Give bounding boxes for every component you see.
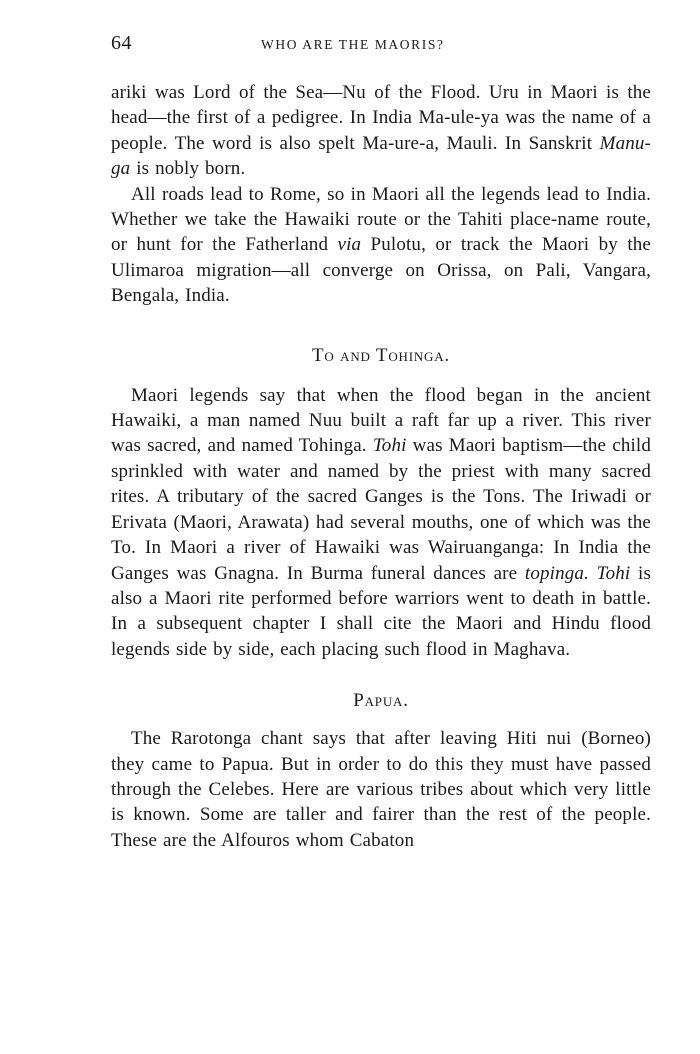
paragraph-2 <box>111 182 651 309</box>
running-title: WHO ARE THE MAORIS? <box>261 37 445 52</box>
text-run: is nobly born. <box>130 158 246 180</box>
text-run: Pulotu, or track the Maori by the Ulimaroa migration—all converge on Orissa, on Pali, Vangara, Bengala, India. <box>111 234 651 307</box>
text-run: ariki was Lord of the Sea—Nu of the Flood. Uru in Maori is the head—the first of a pedigree. In India Ma-ule-ya was the name of a people. The word is also spelt Ma-ure-a, Mauli. In Sanskrit <box>111 82 651 154</box>
text-run <box>589 563 597 584</box>
body-text <box>111 80 651 853</box>
page-number: 64 <box>111 32 132 54</box>
paragraph-1 <box>111 80 651 182</box>
italic-term: Tohi <box>372 435 407 457</box>
text-run: was Maori baptism—the child sprinkled with water and named by the priest with many sacred rites. A tributary of the sacred Ganges is the Tons. The Iriwadi or Erivata (Maori, Arawata) had several mouths, one of which was the To. In Maori a river of Hawaiki was Wairuanganga: In India the Ganges was Gnagna. In Burma funeral dances are <box>111 435 651 584</box>
italic-term: Manu-ga <box>111 132 651 180</box>
italic-term: topinga. <box>524 562 589 584</box>
section-heading-to-and-tohinga: To and Tohinga. <box>312 344 450 366</box>
text-run: All roads lead to Rome, so in Maori all the legends lead to India. Whether we take the Hawaiki route or the Tahiti place-name route, or hunt for the Fatherland <box>111 183 651 256</box>
page-header <box>111 30 651 60</box>
text-run: Maori legends say that when the flood began in the ancient Hawaiki, a man named Nuu built a raft far up a river. This river was sacred, and named Tohinga. <box>111 384 651 457</box>
italic-term: Tohi <box>596 562 631 584</box>
paragraph-3 <box>111 383 651 662</box>
section-heading-papua: Papua. <box>353 690 409 712</box>
italic-term: via <box>337 234 362 256</box>
text-run: is also a Maori rite performed before warriors went to death in battle. In a subsequent chapter I shall cite the Maori and Hindu flood legends side by side, each placing such flood in Maghava. <box>111 562 651 660</box>
text-run: The Rarotonga chant says that after leaving Hiti nui (Borneo) they came to Papua. But in order to do this they must have passed through the Celebes. Here are various tribes about which very little is known. Some are taller and fairer than the rest of the people. These are the Alfouros whom Cabaton <box>111 728 651 851</box>
book-page <box>111 30 651 853</box>
paragraph-4 <box>111 726 651 853</box>
